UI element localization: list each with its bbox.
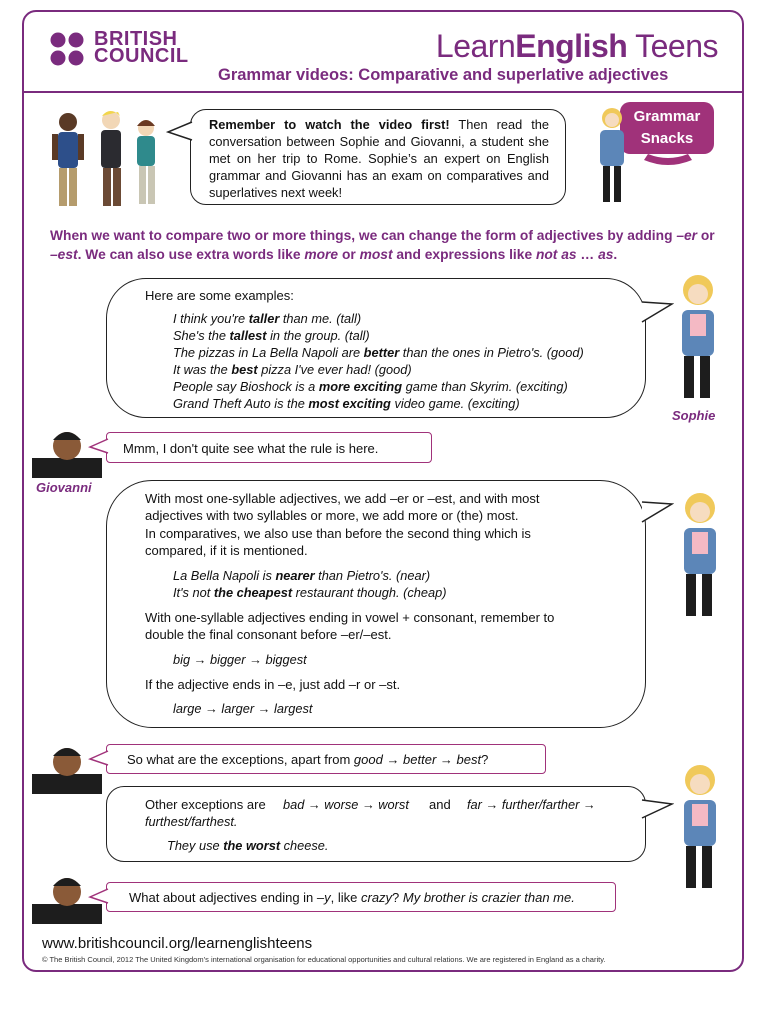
brand-light: Learn <box>435 28 516 64</box>
giovanni-name-label: Giovanni <box>36 480 92 495</box>
giovanni-bubble-1 <box>106 432 432 463</box>
intro-p4: or <box>338 247 360 262</box>
rules-p4: If the adjective ends in –e, just add –r or –st. <box>145 677 401 692</box>
g3-pre: What about adjectives ending in – <box>129 890 325 905</box>
british-council-logo-icon <box>50 32 90 66</box>
intro-bubble <box>190 109 566 205</box>
giovanni-bubble-3-text <box>129 889 575 906</box>
example-line-part: than me. (tall) <box>279 311 362 326</box>
exc-ex-c: cheese. <box>280 838 329 853</box>
intro-more: more <box>304 247 339 262</box>
teens-group-illustration <box>40 108 165 214</box>
learnenglish-teens-brand <box>436 28 718 65</box>
rules-bubble <box>106 480 646 728</box>
example-line-part: most exciting <box>308 396 391 411</box>
giovanni-bubble-1-tail <box>88 436 110 458</box>
footer-url-link[interactable]: www.britishcouncil.org/learnenglishteens <box>42 935 313 952</box>
rules-example-1 <box>173 567 430 584</box>
example-line-part: I think you're <box>173 311 249 326</box>
examples-list <box>173 310 633 412</box>
g3-q: ? <box>392 890 403 905</box>
example-line <box>173 378 633 395</box>
rules-p1: With most one-syllable adjectives, we add –er or –est, and with most adjectives with two syllables or more, we add more or (the) most. <box>145 491 540 523</box>
example-line <box>173 344 633 361</box>
giovanni-bubble-3 <box>106 882 616 912</box>
rules-ex2-c: restaurant though. (cheap) <box>292 585 447 600</box>
g3-y: y <box>324 890 331 905</box>
intro-bubble-bold: Remember to watch the video first! <box>209 117 450 132</box>
exceptions-and: and <box>429 797 451 812</box>
g2-italic: good → better → best <box>353 752 482 767</box>
g3-tail: My brother is crazier than me. <box>402 890 575 905</box>
intro-er: –er <box>676 228 698 243</box>
rules-bubble-tail <box>640 498 674 526</box>
intro-p6: … <box>576 247 599 262</box>
example-line-part: taller <box>248 311 280 326</box>
page-title: Grammar videos: Comparative and superlative adjectives <box>218 66 669 84</box>
sophie-illustration-2 <box>670 488 734 620</box>
example-line <box>173 361 633 378</box>
g2-post: ? <box>481 752 489 767</box>
example-line-part: It was the <box>173 362 232 377</box>
exceptions-bubble-tail <box>640 796 674 822</box>
examples-bubble <box>106 278 646 418</box>
rules-example-2 <box>173 584 446 601</box>
exceptions-bubble <box>106 786 646 862</box>
example-line <box>173 327 633 344</box>
example-line-part: better <box>363 345 400 360</box>
rules-ex2-a: It's not <box>173 585 214 600</box>
brand-bold: English <box>515 28 628 64</box>
giovanni-bubble-2-text <box>127 751 488 768</box>
intro-p3: . We can also use extra words like <box>77 247 305 262</box>
examples-lead: Here are some examples: <box>145 288 294 303</box>
example-line-part: pizza I've ever had! (good) <box>257 362 412 377</box>
grammar-snacks-badge <box>620 106 714 150</box>
example-line-part: than the ones in Pietro's. (good) <box>399 345 584 360</box>
logo-line2: COUNCIL <box>94 45 189 67</box>
exceptions-example <box>167 837 328 854</box>
exceptions-bad: bad → worse → worst <box>283 797 409 812</box>
example-line-part: best <box>231 362 258 377</box>
exceptions-pre: Other exceptions are <box>145 797 266 812</box>
intro-as: as <box>598 247 614 262</box>
rules-ex2-b: the cheapest <box>213 585 293 600</box>
exceptions-far2: furthest/farthest. <box>145 814 238 829</box>
intro-est: –est <box>50 247 78 262</box>
example-line <box>173 395 633 412</box>
footer-copyright: © The British Council, 2012 The United Kingdom’s international organisation for educational opportunities and cultural relations. We are registered in England as a charity. <box>42 955 606 964</box>
rules-ex1-a: La Bella Napoli is <box>173 568 276 583</box>
example-line <box>173 310 633 327</box>
exc-ex-a: They use <box>167 838 224 853</box>
example-line-part: People say Bioshock is a <box>173 379 319 394</box>
exceptions-far: far → further/farther → <box>467 797 596 812</box>
giovanni-bubble-2-tail <box>88 748 110 770</box>
sophie-illustration-3 <box>670 760 734 892</box>
sophie-illustration-1 <box>668 270 732 402</box>
giovanni-bubble-3-tail <box>88 886 110 908</box>
intro-p5: and expressions like <box>392 247 536 262</box>
example-line-part: game than Skyrim. (exciting) <box>402 379 568 394</box>
intro-p1: When we want to compare two or more things, we can change the form of adjectives by adding <box>50 228 677 243</box>
intro-bubble-rest: Then read the conversation between Sophie and Giovanni, a student she met on her trip to Rome. Sophie’s an expert on English grammar and Giovanni has an exam on comparatives and superlatives next week! <box>209 117 549 200</box>
intro-most: most <box>359 247 393 262</box>
intro-p2: or <box>697 228 715 243</box>
brand-tail: Teens <box>627 28 718 64</box>
example-line-part: more exciting <box>318 379 403 394</box>
intro-p7: . <box>613 247 618 262</box>
rules-ex1-b: nearer <box>275 568 315 583</box>
header-divider <box>22 91 744 93</box>
intro-bubble-text <box>209 116 549 201</box>
rules-large-example: large → larger → largest <box>173 701 313 716</box>
example-line-part: She's the <box>173 328 230 343</box>
sophie-name-label: Sophie <box>672 408 716 423</box>
g3-crazy: crazy <box>360 890 393 905</box>
logo-line1: BRITISH <box>94 28 178 50</box>
rules-big-example: big → bigger → biggest <box>173 652 307 667</box>
intro-notas: not as <box>535 247 577 262</box>
intro-bubble-tail <box>166 120 194 144</box>
rules-p3: With one-syllable adjectives ending in vowel + consonant, remember to double the final consonant before –er/–est. <box>145 610 555 642</box>
giovanni-bubble-1-text: Mmm, I don't quite see what the rule is here. <box>123 441 379 456</box>
british-council-logo <box>94 28 189 67</box>
giovanni-bubble-2 <box>106 744 546 774</box>
example-line-part: tallest <box>229 328 267 343</box>
rules-p2: In comparatives, we also use than before the second thing which is compared, if it is mentioned. <box>145 526 531 558</box>
example-line-part: video game. (exciting) <box>390 396 520 411</box>
exc-ex-b: the worst <box>223 838 281 853</box>
badge-line2: Snacks <box>640 130 694 147</box>
g3-mid: , like <box>330 890 361 905</box>
example-line-part: Grand Theft Auto is the <box>173 396 309 411</box>
g2-pre: So what are the exceptions, apart from <box>127 752 354 767</box>
example-line-part: in the group. (tall) <box>266 328 370 343</box>
badge-line1: Grammar <box>633 108 701 125</box>
rules-ex1-c: than Pietro's. (near) <box>314 568 431 583</box>
intro-paragraph <box>50 226 720 264</box>
example-line-part: The pizzas in La Bella Napoli are <box>173 345 364 360</box>
